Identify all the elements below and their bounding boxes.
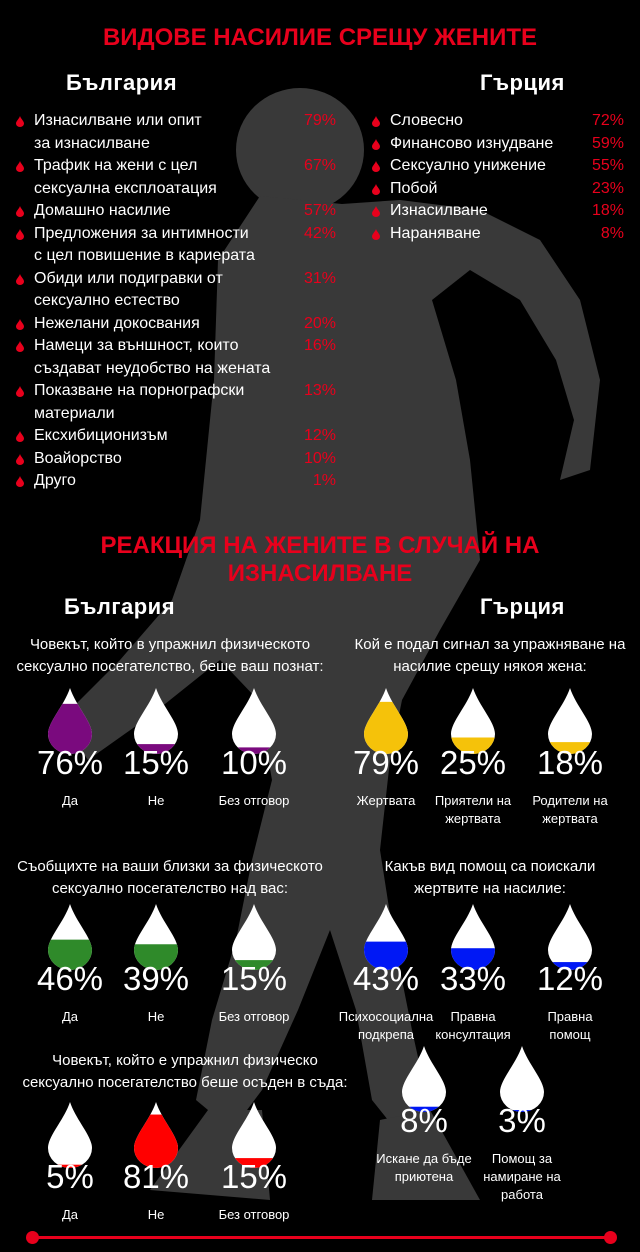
chart-question [0,1050,370,1094]
label-line: Сексуално унижение [390,157,546,174]
question-line: Човекът, който в упражнил физическото [29,636,311,653]
greece-heading: Гърция [480,70,565,95]
blood-drop-icon [16,206,24,217]
drop-value: 25% [439,744,507,781]
list-item-value: 42% [303,224,336,242]
label-line: Показване на порнографски [34,382,245,399]
blood-drop-icon [16,161,24,172]
list-item-label [16,313,336,336]
question-line: Кой е подал сигнал за упражняване на [354,636,626,653]
list-item-label [16,268,336,313]
question-line: жертвите на насилие: [414,880,566,897]
list-item [16,470,336,493]
list-item-label [16,335,336,380]
drop-label [101,1206,211,1224]
list-item-label [16,425,336,448]
drop-label-line: Да [61,1009,79,1024]
drop-label-line: Помощ за [491,1151,553,1166]
label-line: с цел повишение в кариерата [34,247,255,264]
label-line: Ексхибиционизъм [34,427,168,444]
list-item-value: 55% [591,157,624,174]
section-2-title [0,532,640,588]
label-line: Словесно [390,112,463,129]
list-item-label [372,178,624,201]
list-item-value: 79% [303,112,336,129]
blood-drop-icon [372,161,380,172]
chart-question [0,856,340,900]
drop-value: 33% [439,960,507,997]
label-line: Предложения за интимности [34,224,249,242]
drop-value: 3% [498,1102,546,1139]
drop-value: 39% [122,960,190,997]
drop-label [199,792,309,810]
list-item-value: 1% [312,472,336,489]
question-line: сексуално посегателство беше осъден в съда: [22,1074,348,1091]
list-item-value: 18% [591,202,624,219]
blood-drop-icon [16,319,24,330]
greece-subheading: Гърция [480,594,565,619]
blood-drop-icon [16,431,24,442]
drop-label-line: Не [147,1207,165,1222]
list-item-value: 8% [600,224,624,242]
label-line: Воайорство [34,449,122,467]
label-line: за изнасилване [34,134,150,152]
drop-label-line: Без отговор [218,793,290,808]
bulgaria-subheading: България [64,594,176,619]
label-line: Изнасилване [390,202,488,219]
main-title: ВИДОВЕ НАСИЛИЕ СРЕЩУ ЖЕНИТЕ [102,24,538,51]
blood-drop-icon [16,274,24,285]
list-item-value: 67% [303,157,336,174]
drop-value: 15% [220,1158,288,1195]
drop-label-line: Приятели на [434,793,512,808]
drop-value: 15% [122,744,190,781]
label-line: Финансово изнудване [390,134,554,152]
drop-label [515,1008,625,1044]
label-line: Трафик на жени с цел [34,157,198,174]
list-item [16,380,336,425]
drop-label-line: намиране на работа [483,1169,561,1202]
list-item-label [372,155,624,178]
drop-label-line: Правна [547,1009,593,1024]
drop-label [199,1008,309,1026]
drop-label-line: жертвата [542,811,598,826]
question-line: сексуално посегателство, беше ваш познат: [16,658,324,675]
list-item [372,133,624,156]
list-item-label [16,110,336,155]
blood-drop-icon [372,116,380,127]
chart-question [340,856,640,900]
list-item-value: 20% [303,314,336,332]
drop-label-line: помощ [549,1027,591,1042]
question-line: насилие срещу някоя жена: [393,658,587,675]
label-line: сексуално естество [34,292,180,309]
list-item [16,200,336,223]
blood-drop-icon [16,386,24,397]
drop-label-line: Без отговор [218,1009,290,1024]
drop-value: 43% [352,960,420,997]
drop-label [369,1150,479,1186]
list-item-value: 16% [303,337,336,354]
greece-violence-list [372,110,624,245]
list-item [372,110,624,133]
label-line: Обиди или подигравки от [34,269,223,287]
question-line: Съобщихте на ваши близки за физическото [17,858,323,875]
drop-label-line: Правна [450,1009,496,1024]
label-line: Друго [34,472,76,489]
drop-label-line: Не [147,793,165,808]
list-item-label [372,223,624,246]
list-item-label [16,470,336,493]
drop-label-line: Родители на [532,793,608,808]
section-2-title-line-2: ИЗНАСИЛВАНЕ [227,560,413,587]
list-item-value: 23% [591,179,624,197]
list-item-label [16,380,336,425]
label-line: Намеци за външност, които [34,337,239,354]
list-item [16,155,336,200]
drop-value: 8% [400,1102,448,1139]
drop-label [467,1150,577,1204]
list-item [16,223,336,268]
drop-label [199,1206,309,1224]
drop-label-line: Да [61,793,79,808]
question-line: сексуално посегателство над вас: [51,880,289,897]
label-line: създават неудобство на жената [34,359,271,377]
list-item [16,425,336,448]
chart-question [0,634,340,678]
drop-label-line: Жертвата [356,793,416,808]
drop-value: 10% [220,744,288,781]
drop-value: 76% [36,744,104,781]
drop-value: 81% [122,1158,190,1195]
label-line: Изнасилване или опит [34,112,202,129]
list-item-value: 13% [303,382,336,399]
list-item [16,110,336,155]
drop-value: 18% [536,744,604,781]
list-item-label [16,223,336,268]
drop-label-line: Без отговор [218,1207,290,1222]
blood-drop-icon [372,229,380,240]
blood-drop-icon [372,139,380,150]
question-line: Човекът, който е упражнил физическо [52,1052,318,1069]
list-item [16,335,336,380]
label-line: материали [34,404,115,422]
list-item [372,178,624,201]
list-item [16,268,336,313]
blood-drop-icon [372,206,380,217]
drop-label-line: приютена [394,1169,454,1184]
list-item-label [16,448,336,471]
list-item [16,313,336,336]
label-line: Побой [390,179,438,197]
drop-label-line: Психосоциална [338,1009,434,1024]
divider-dot-right [604,1231,617,1244]
list-item [372,155,624,178]
drop-value: 12% [536,960,604,997]
drop-label [418,1008,528,1044]
blood-drop-icon [16,116,24,127]
list-item-value: 59% [591,134,624,152]
drop-label-line: подкрепа [358,1027,414,1042]
divider-dot-left [26,1231,39,1244]
list-item-label [372,110,624,133]
label-line: Домашно насилие [34,202,171,219]
list-item-value: 72% [591,112,624,129]
list-item-value: 10% [303,449,336,467]
drop-label [515,792,625,828]
blood-drop-icon [16,476,24,487]
list-item [372,223,624,246]
bulgaria-heading: България [66,70,178,95]
drop-label-line: Не [147,1009,165,1024]
list-item [372,200,624,223]
list-item-label [372,200,624,223]
blood-drop-icon [372,184,380,195]
question-line: Какъв вид помощ са поискали [384,858,596,875]
drop-value: 15% [220,960,288,997]
section-2-title-line-1: РЕАКЦИЯ НА ЖЕНИТЕ В СЛУЧАЙ НА [100,532,540,559]
drop-value: 79% [352,744,420,781]
drop-label [101,792,211,810]
blood-drop-icon [16,229,24,240]
list-item-value: 57% [303,202,336,219]
drop-label [101,1008,211,1026]
label-line: Нежелани докосвания [34,314,200,332]
list-item-value: 31% [303,269,336,287]
blood-drop-icon [16,454,24,465]
chart-question [340,634,640,678]
drop-value: 46% [36,960,104,997]
bottom-divider [32,1236,610,1239]
drop-label [418,792,528,828]
drop-label-line: Искане да бъде [376,1151,472,1166]
drop-value: 5% [46,1158,94,1195]
drop-label-line: Да [61,1207,79,1222]
bulgaria-violence-list [16,110,336,493]
drop-label-line: консултация [435,1027,511,1042]
label-line: Нараняване [390,224,481,242]
label-line: сексуална експлоатация [34,179,217,197]
list-item-value: 12% [303,427,336,444]
list-item-label [16,200,336,223]
list-item [16,448,336,471]
blood-drop-icon [16,341,24,352]
list-item-label [16,155,336,200]
drop-label-line: жертвата [445,811,501,826]
list-item-label [372,133,624,156]
